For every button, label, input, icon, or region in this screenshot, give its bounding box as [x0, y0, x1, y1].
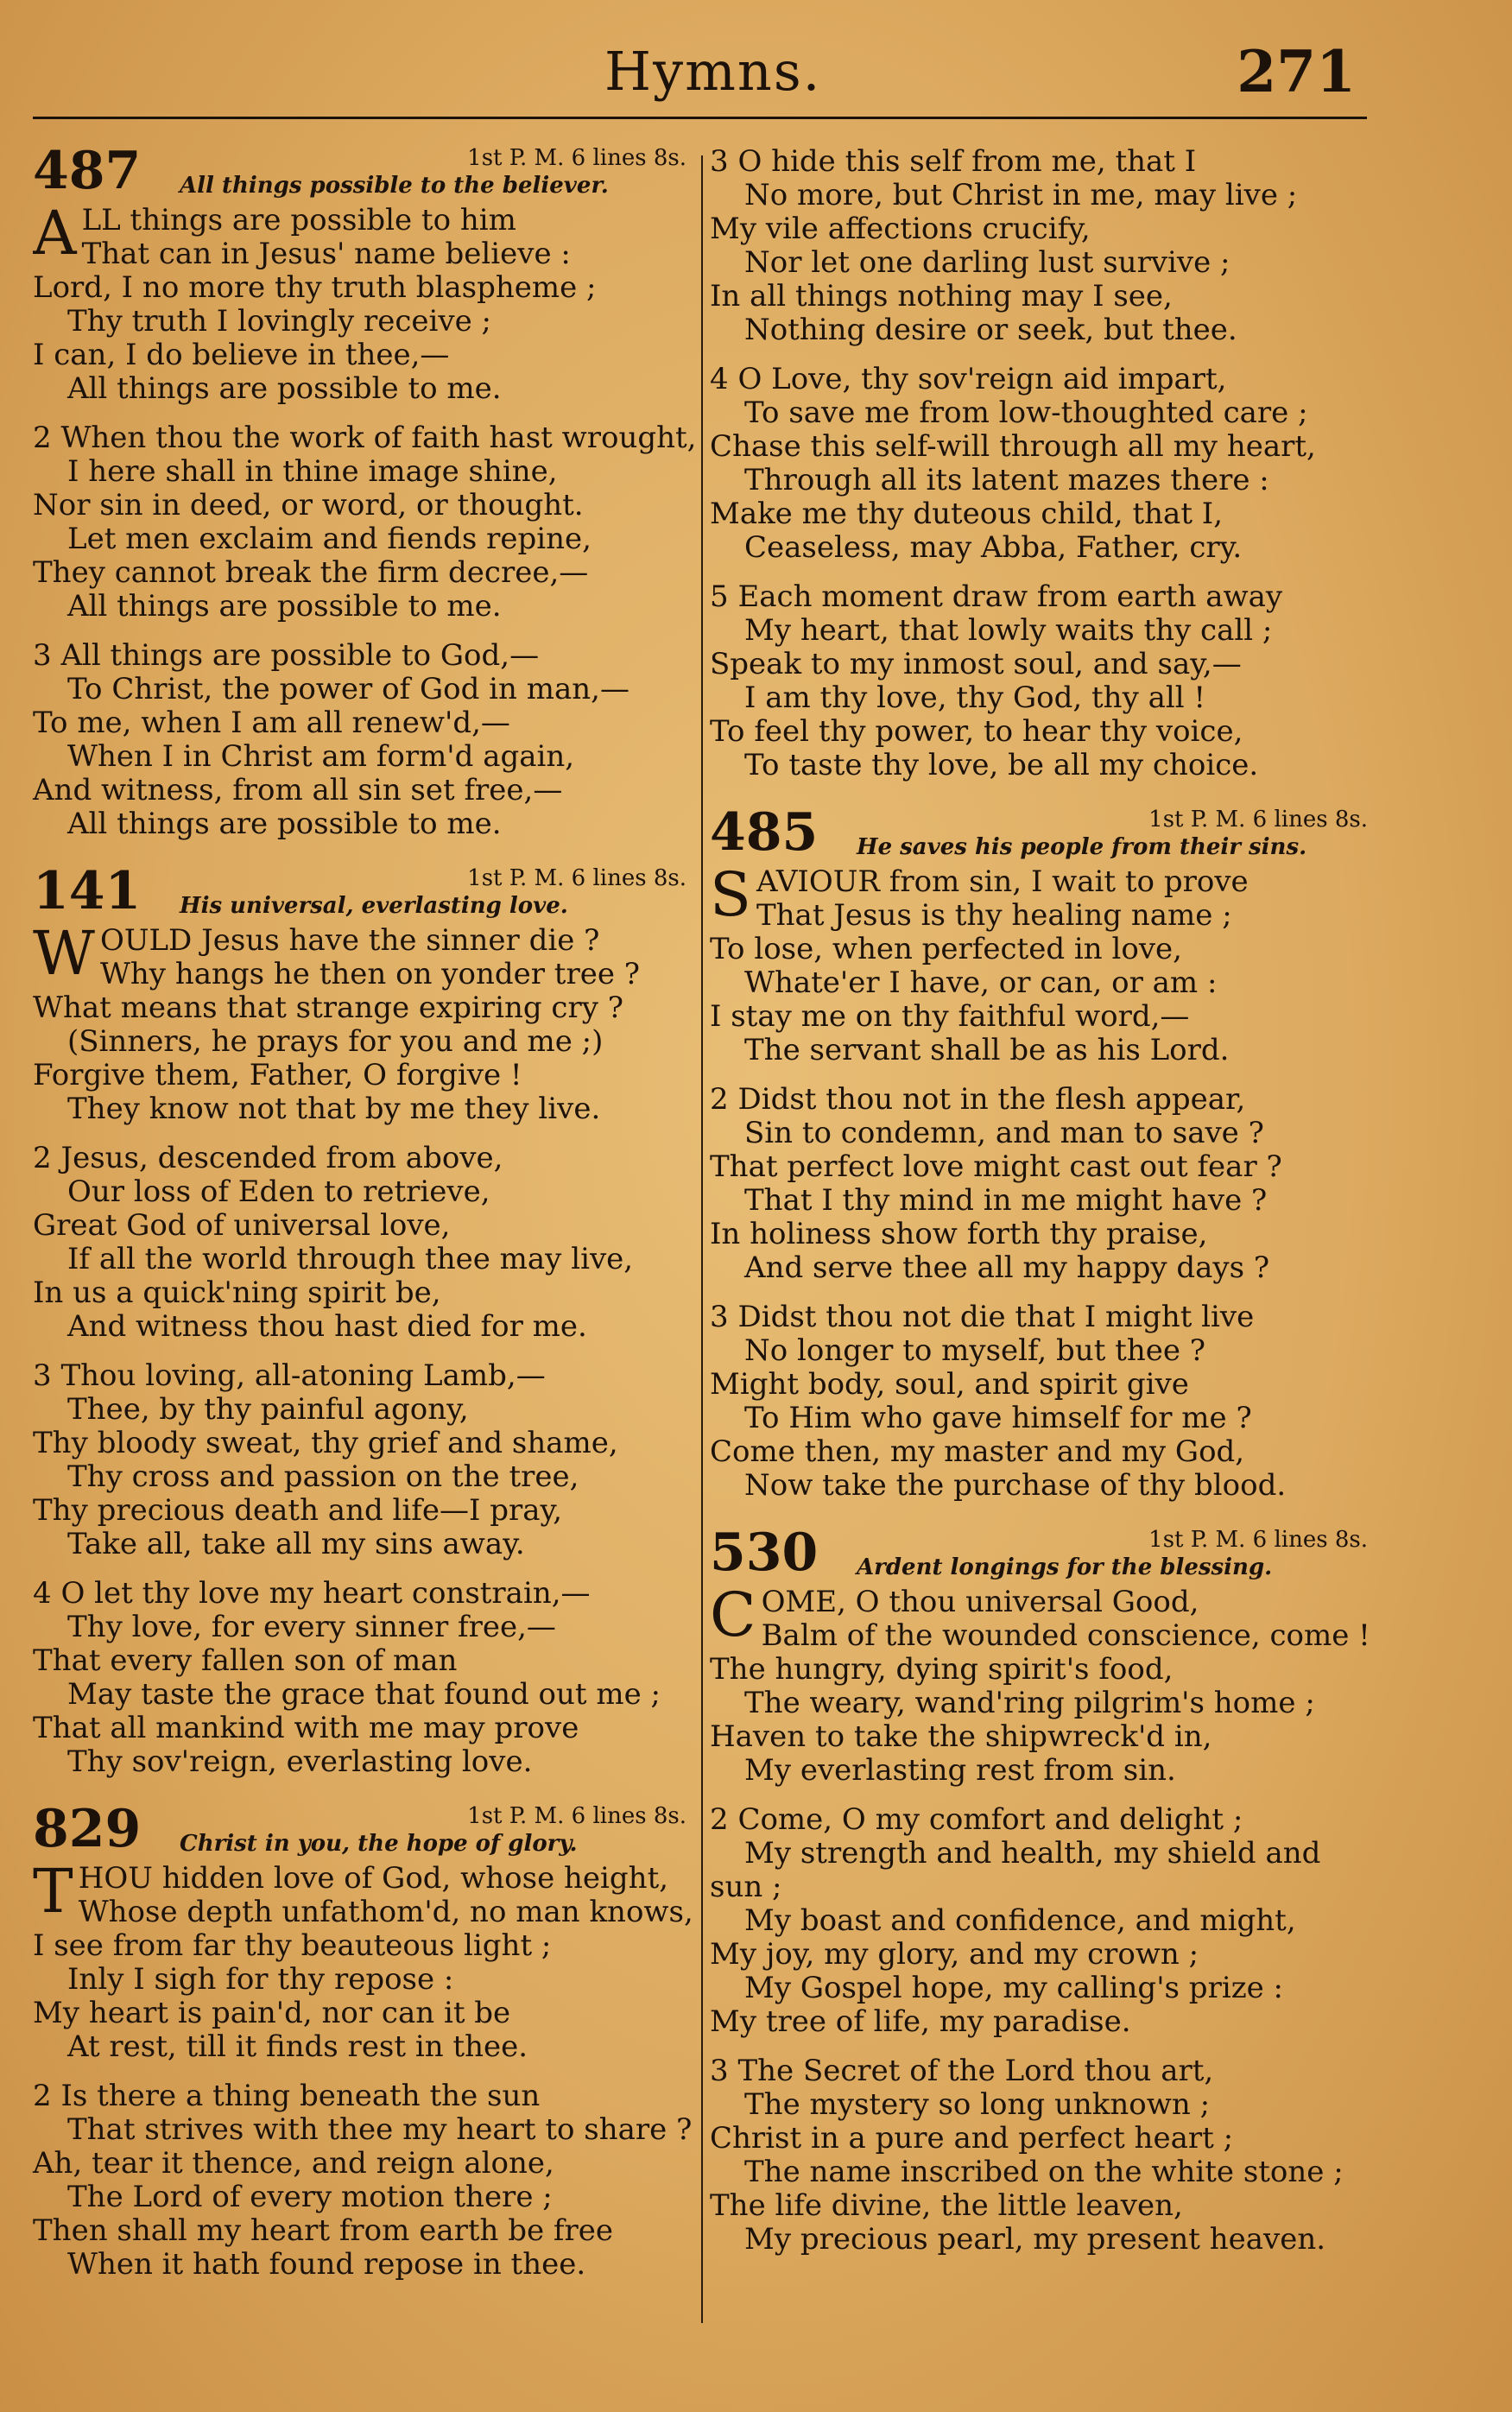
hymn-line: Take all, take all my sins away.: [67, 1527, 525, 1561]
first-lines: [33, 924, 693, 991]
hymn-heading: [33, 861, 693, 924]
hymn-line: And witness thou hast died for me.: [67, 1309, 587, 1344]
hymn-line: Then shall my heart from earth be free: [33, 2213, 613, 2248]
hymn-line: Forgive them, Father, O forgive !: [33, 1058, 522, 1092]
hymn-line: Now take the purchase of thy blood.: [744, 1468, 1287, 1503]
hymn-487: [33, 141, 697, 841]
hymn-line: Nothing desire or seek, but thee.: [744, 313, 1237, 347]
hymn-number: 487: [33, 141, 142, 201]
hymn-line: Let men exclaim and fiends repine,: [67, 522, 592, 556]
hymn-line: To save me from low-thoughted care ;: [744, 396, 1308, 430]
hymn-line: My boast and confidence, and might,: [744, 1903, 1296, 1938]
hymn-line: All things are possible to me.: [67, 371, 502, 406]
hymn-line: 3 O hide this self from me, that I: [710, 144, 1197, 179]
hymn-line: My precious pearl, my present heaven.: [744, 2222, 1326, 2257]
hymn-line: Why hangs he then on yonder tree ?: [99, 957, 641, 991]
hymn-line: When I in Christ am form'd again,: [67, 739, 575, 774]
hymn-line: (Sinners, he prays for you and me ;): [67, 1024, 604, 1059]
hymn-line: In us a quick'ning spirit be,: [33, 1276, 441, 1310]
hymn-line: 2 Jesus, descended from above,: [33, 1141, 503, 1175]
first-lines: [710, 1586, 1375, 1653]
hymn-line: The name inscribed on the white stone ;: [744, 2155, 1344, 2189]
hymn-line: The Lord of every motion there ;: [67, 2180, 553, 2214]
hymn-line: All things are possible to me.: [67, 807, 502, 841]
hymn-line: I here shall in thine image shine,: [67, 454, 558, 489]
hymn-line: Thy precious death and life—I pray,: [33, 1493, 563, 1528]
page-header: [35, 35, 1364, 112]
first-lines: [33, 1862, 693, 1929]
hymn-line: Chase this self-will through all my heart,: [710, 429, 1316, 464]
page-number: 271: [1237, 38, 1356, 105]
header-rule: [33, 117, 1367, 119]
first-lines: [710, 865, 1375, 933]
stanza: [710, 865, 1375, 1067]
hymn-line: No more, but Christ in me, may live ;: [744, 178, 1298, 212]
hymn-line: 3 The Secret of the Lord thou art,: [710, 2054, 1214, 2088]
stanza: [33, 1142, 693, 1344]
hymn-line: They know not that by me they live.: [67, 1092, 601, 1126]
stanza: [33, 1359, 693, 1561]
hymn-line: To feel thy power, to hear thy voice,: [710, 714, 1243, 749]
hymn-line: Whose depth unfathom'd, no man knows,: [78, 1895, 693, 1929]
hymn-line: Lord, I no more thy truth blaspheme ;: [33, 270, 597, 305]
hymn-line: OULD Jesus have the sinner die ?: [99, 924, 600, 958]
hymn-line: 4 O let thy love my heart constrain,—: [33, 1576, 591, 1611]
hymn-line: The hungry, dying spirit's food,: [710, 1652, 1174, 1687]
hymn-subject: All things possible to the believer.: [180, 173, 609, 199]
drop-cap: A: [33, 204, 77, 269]
hymn-line: My joy, my glory, and my crown ;: [710, 1937, 1199, 1972]
hymn-subject: He saves his people from their sins.: [857, 834, 1307, 860]
hymn-829-continued: [710, 145, 1375, 782]
hymn-line: Balm of the wounded conscience, come !: [761, 1618, 1370, 1653]
hymn-line: Ah, tear it thence, and reign alone,: [33, 2146, 554, 2181]
hymn-line: Thy love, for every sinner free,—: [67, 1610, 556, 1644]
hymn-line: My strength and health, my shield and: [744, 1836, 1321, 1871]
stanza: [710, 1083, 1375, 1285]
hymn-number: 530: [710, 1523, 819, 1583]
hymn-meter: 1st P. M. 6 lines 8s.: [467, 145, 686, 171]
hymn-line: I see from far thy beauteous light ;: [33, 1928, 552, 1963]
hymn-line: That can in Jesus' name believe :: [81, 237, 571, 271]
hymn-141: [33, 861, 693, 1779]
right-column: [710, 145, 1375, 2281]
hymn-line: Christ in a pure and perfect heart ;: [710, 2121, 1234, 2156]
hymn-line: When it hath found repose in thee.: [67, 2247, 586, 2282]
stanza: [710, 1803, 1375, 2039]
hymn-line: My vile affections crucify,: [710, 212, 1091, 246]
hymn-line: My heart is pain'd, nor can it be: [33, 1996, 511, 2030]
hymn-line: AVIOUR from sin, I wait to prove: [756, 865, 1249, 899]
hymn-line: I can, I do believe in thee,—: [33, 338, 450, 372]
hymn-line: Might body, soul, and spirit give: [710, 1367, 1189, 1402]
hymn-number: 485: [710, 802, 819, 863]
stanza: [710, 363, 1375, 565]
hymn-line: I stay me on thy faithful word,—: [710, 999, 1190, 1034]
drop-cap: C: [710, 1586, 756, 1650]
left-column: [33, 141, 697, 2306]
hymn-line: Make me thy duteous child, that I,: [710, 497, 1224, 531]
hymn-line: The weary, wand'ring pilgrim's home ;: [744, 1686, 1315, 1720]
stanza: [33, 1862, 693, 2064]
hymn-line: That Jesus is thy healing name ;: [756, 898, 1232, 933]
hymn-line: That every fallen son of man: [33, 1643, 458, 1678]
hymn-829: [33, 1799, 693, 2282]
hymn-line: Sin to condemn, and man to save ?: [744, 1116, 1264, 1150]
stanza: [710, 580, 1375, 782]
hymn-line: 3 Thou loving, all-atoning Lamb,—: [33, 1358, 546, 1393]
column-divider: [701, 155, 703, 2323]
hymn-line: 3 Didst thou not die that I might live: [710, 1300, 1255, 1334]
hymn-line: May taste the grace that found out me ;: [67, 1677, 661, 1712]
hymn-line: My tree of life, my paradise.: [710, 2004, 1131, 2039]
drop-cap: T: [33, 1862, 73, 1927]
hymn-line: 2 Come, O my comfort and delight ;: [710, 1802, 1243, 1837]
hymn-line: 4 O Love, thy sov'reign aid impart,: [710, 362, 1227, 396]
hymn-line: Our loss of Eden to retrieve,: [67, 1174, 490, 1209]
hymn-meter: 1st P. M. 6 lines 8s.: [1148, 807, 1368, 832]
hymn-line: That all mankind with me may prove: [33, 1711, 579, 1745]
hymn-line: In all things nothing may I see,: [710, 279, 1173, 313]
hymn-line: Inly I sigh for thy repose :: [67, 1962, 454, 1997]
hymn-heading: [33, 1799, 693, 1862]
hymn-line: sun ;: [710, 1870, 782, 1904]
drop-cap: S: [710, 865, 751, 930]
hymn-line: Thee, by thy painful agony,: [67, 1392, 469, 1427]
hymn-line: Thy bloody sweat, thy grief and shame,: [33, 1426, 618, 1460]
hymn-line: Nor sin in deed, or word, or thought.: [33, 488, 584, 522]
hymn-line: 3 All things are possible to God,—: [33, 638, 540, 673]
hymn-line: 2 Is there a thing beneath the sun: [33, 2079, 541, 2113]
stanza: [710, 145, 1375, 347]
hymn-subject: Ardent longings for the blessing.: [857, 1554, 1273, 1580]
hymn-line: To me, when I am all renew'd,—: [33, 706, 510, 740]
hymn-line: My heart, that lowly waits thy call ;: [744, 613, 1273, 648]
drop-cap: W: [33, 924, 95, 989]
hymn-line: 2 When thou the work of faith hast wrought,: [33, 421, 697, 455]
hymn-heading: [710, 802, 1375, 865]
hymn-line: Ceaseless, may Abba, Father, cry.: [744, 530, 1243, 565]
hymn-line: Great God of universal love,: [33, 1208, 451, 1243]
hymn-line: I am thy love, thy God, thy all !: [744, 681, 1206, 715]
hymn-line: 2 Didst thou not in the flesh appear,: [710, 1082, 1246, 1117]
hymn-line: At rest, till it finds rest in thee.: [67, 2029, 528, 2064]
hymn-line: Come then, my master and my God,: [710, 1434, 1245, 1469]
hymn-heading: [710, 1523, 1375, 1586]
hymn-meter: 1st P. M. 6 lines 8s.: [1148, 1527, 1368, 1553]
hymn-line: Thy truth I lovingly receive ;: [67, 304, 491, 339]
hymn-line: HOU hidden love of God, whose height,: [78, 1862, 669, 1896]
stanza: [710, 1301, 1375, 1503]
hymn-line: The life divine, the little leaven,: [710, 2188, 1183, 2223]
hymn-line: That I thy mind in me might have ?: [744, 1183, 1268, 1218]
hymn-line: To Christ, the power of God in man,—: [67, 672, 629, 706]
stanza: [33, 1577, 693, 1779]
hymn-line: Speak to my inmost soul, and say,—: [710, 647, 1242, 681]
hymn-line: They cannot break the firm decree,—: [33, 555, 589, 590]
hymn-line: And witness, from all sin set free,—: [33, 773, 563, 807]
hymn-subject: Christ in you, the hope of glory.: [180, 1831, 578, 1857]
hymn-line: Thy cross and passion on the tree,: [67, 1459, 579, 1494]
hymn-line: Whate'er I have, or can, or am :: [744, 965, 1218, 1000]
stanza: [710, 1586, 1375, 1788]
hymn-line: That strives with thee my heart to share ?: [67, 2112, 693, 2147]
hymn-line: My everlasting rest from sin.: [744, 1753, 1176, 1788]
hymn-line: And serve thee all my happy days ?: [744, 1250, 1270, 1285]
hymn-line: The servant shall be as his Lord.: [744, 1033, 1230, 1067]
hymn-line: Haven to take the shipwreck'd in,: [710, 1719, 1212, 1754]
stanza: [33, 2080, 693, 2282]
running-title: Hymns.: [604, 40, 822, 103]
stanza: [33, 421, 697, 624]
stanza: [33, 924, 693, 1126]
hymn-line: My Gospel hope, my calling's prize :: [744, 1971, 1283, 2005]
hymn-line: To taste thy love, be all my choice.: [744, 748, 1259, 782]
hymn-number: 141: [33, 861, 142, 921]
hymn-line: To lose, when perfected in love,: [710, 932, 1182, 966]
hymn-485: [710, 802, 1375, 1503]
hymn-heading: [33, 141, 693, 204]
hymn-subject: His universal, everlasting love.: [180, 893, 568, 919]
hymn-line: To Him who gave himself for me ?: [744, 1401, 1252, 1435]
first-lines: [33, 204, 693, 271]
hymn-line: If all the world through thee may live,: [67, 1242, 634, 1276]
hymn-line: The mystery so long unknown ;: [744, 2087, 1211, 2122]
hymn-line: What means that strange expiring cry ?: [33, 991, 623, 1025]
hymn-meter: 1st P. M. 6 lines 8s.: [467, 865, 686, 891]
hymn-number: 829: [33, 1799, 142, 1859]
hymn-meter: 1st P. M. 6 lines 8s.: [467, 1803, 686, 1829]
hymn-line: Thy sov'reign, everlasting love.: [67, 1744, 533, 1779]
hymn-line: In holiness show forth thy praise,: [710, 1217, 1208, 1251]
stanza: [33, 204, 693, 406]
hymn-line: All things are possible to me.: [67, 589, 502, 624]
stanza: [710, 2054, 1375, 2257]
hymn-line: 5 Each moment draw from earth away: [710, 579, 1283, 614]
hymn-line: Through all its latent mazes there :: [744, 463, 1269, 497]
hymn-line: OME, O thou universal Good,: [761, 1586, 1199, 1619]
hymn-530: [710, 1523, 1375, 2257]
hymn-line: LL things are possible to him: [81, 204, 516, 237]
hymn-line: Nor let one darling lust survive ;: [744, 245, 1230, 280]
hymn-line: No longer to myself, but thee ?: [744, 1333, 1206, 1368]
hymn-line: That perfect love might cast out fear ?: [710, 1149, 1282, 1184]
stanza: [33, 639, 693, 841]
